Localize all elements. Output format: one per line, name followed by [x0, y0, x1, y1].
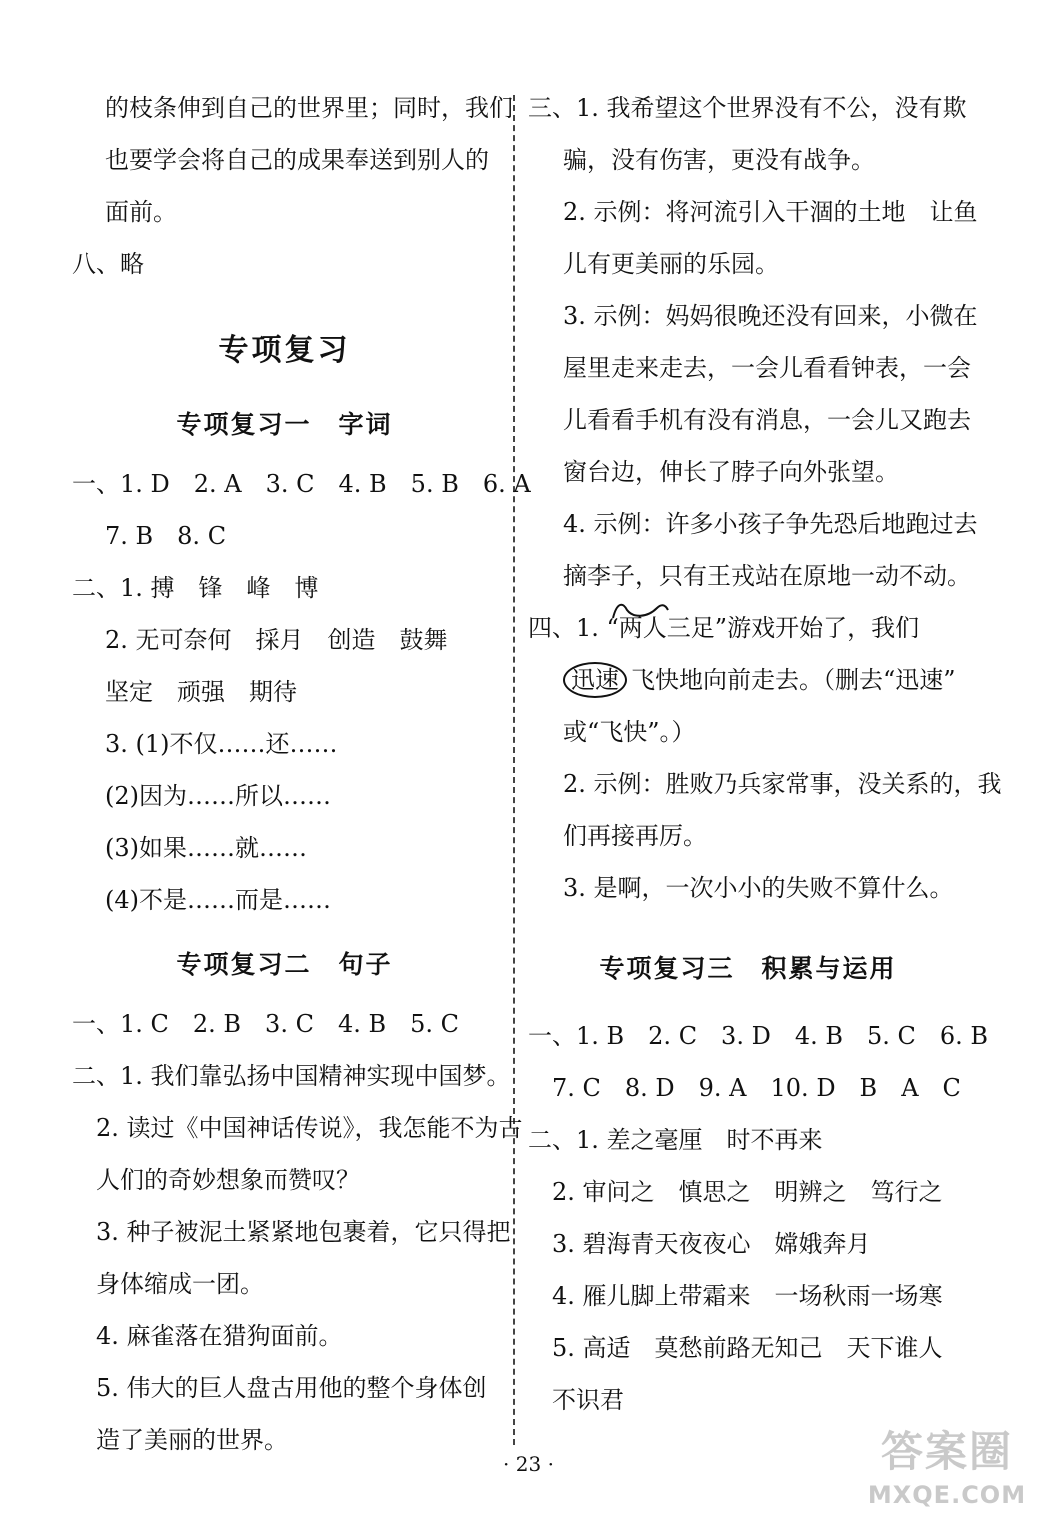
answer-line: 人们的奇妙想象而赞叹？ — [96, 1166, 360, 1194]
answer-line: 儿看看手机有没有消息，一会儿又跑去 — [563, 406, 971, 434]
answer-line: 一、1. B 2. C 3. D 4. B 5. C 6. B — [528, 1022, 989, 1050]
answer-line: 二、1. 搏 锋 峰 博 — [72, 574, 319, 602]
answer-line: 骗，没有伤害，更没有战争。 — [563, 146, 875, 174]
answer-line: 摘李子，只有王戎站在原地一动不动。 — [563, 562, 971, 590]
text-line: 八、略 — [72, 250, 144, 278]
answer-line: 一、1. D 2. A 3. C 4. B 5. B 6. A — [72, 470, 531, 498]
section-title-2: 专项复习二 句子 — [176, 950, 393, 979]
main-title: 专项复习 — [218, 333, 351, 368]
answer-line — [528, 602, 968, 654]
answer-line: 身体缩成一团。 — [96, 1270, 264, 1298]
column-divider — [513, 95, 515, 1445]
section-title-3: 专项复习三 积累与运用 — [599, 954, 897, 983]
answer-line: 2. 示例：胜败乃兵家常事，没关系的，我 — [563, 770, 1002, 798]
circled-word: 迅速 — [563, 662, 627, 698]
text-line: 也要学会将自己的成果奉送到别人的 — [105, 146, 489, 174]
answer-line: 3. (1)不仅……还…… — [105, 730, 338, 758]
answer-line: 5. 伟大的巨人盘古用他的整个身体创 — [96, 1374, 487, 1402]
insertion-mark-icon — [611, 600, 671, 620]
answer-line: 3. 碧海青天夜夜心 嫦娥奔月 — [552, 1230, 871, 1258]
answer-line: 3. 示例：妈妈很晚还没有回来，小微在 — [563, 302, 978, 330]
watermark-text: 答案圈 — [880, 1427, 1013, 1476]
answer-line: 或“飞快”。） — [563, 718, 696, 746]
answer-line: 一、1. C 2. B 3. C 4. B 5. C — [72, 1010, 459, 1038]
answer-line: 4. 示例：许多小孩子争先恐后地跑过去 — [563, 510, 978, 538]
answer-line: 2. 审问之 慎思之 明辨之 笃行之 — [552, 1178, 943, 1206]
answer-line: 不识君 — [552, 1386, 624, 1414]
text-line: 面前。 — [105, 198, 177, 226]
answer-line: 造了美丽的世界。 — [96, 1426, 288, 1454]
answer-line: (3)如果……就…… — [105, 834, 307, 862]
answer-line: 7. B 8. C — [105, 522, 227, 550]
answer-line: 二、1. 我们靠弘扬中国精神实现中国梦。 — [72, 1062, 511, 1090]
answer-line: 3. 种子被泥土紧紧地包裹着，它只得把 — [96, 1218, 511, 1246]
answer-line: 4. 麻雀落在猎狗面前。 — [96, 1322, 343, 1350]
watermark-logo — [852, 1426, 1042, 1521]
answer-line: (4)不是……而是…… — [105, 886, 331, 914]
answer-line: 2. 示例：将河流引入干涸的土地 让鱼 — [563, 198, 978, 226]
answer-line: 们再接再厉。 — [563, 822, 707, 850]
answer-text: 飞快地向前走去。（删去“迅速” — [631, 666, 956, 694]
answer-line: (2)因为……所以…… — [105, 782, 331, 810]
answer-line: 二、1. 差之毫厘 时不再来 — [528, 1126, 823, 1154]
answer-line: 屋里走来走去，一会儿看看钟表，一会 — [563, 354, 971, 382]
text-line: 的枝条伸到自己的世界里；同时，我们 — [105, 94, 513, 122]
answer-text: 四、1. “两人三足”游戏开始了，我们 — [528, 614, 920, 642]
answer-line: 3. 是啊，一次小小的失败不算什么。 — [563, 874, 954, 902]
answer-line: 7. C 8. D 9. A 10. D B A C — [552, 1074, 961, 1102]
page-number: · 23 · — [503, 1452, 554, 1476]
answer-line: 坚定 顽强 期待 — [105, 678, 297, 706]
answer-line: 三、1. 我希望这个世界没有不公，没有欺 — [528, 94, 967, 122]
right-column — [528, 82, 1002, 1426]
answer-line: 2. 无可奈何 採月 创造 鼓舞 — [105, 626, 448, 654]
answer-line: 窗台边，伸长了脖子向外张望。 — [563, 458, 899, 486]
answer-line — [528, 654, 968, 706]
answer-line: 2. 读过《中国神话传说》，我怎能不为古 — [96, 1114, 523, 1142]
watermark-url: MXQE.COM — [867, 1481, 1027, 1509]
left-column — [72, 82, 531, 1466]
section-title-1: 专项复习一 字词 — [176, 410, 393, 439]
answer-line: 儿有更美丽的乐园。 — [563, 250, 779, 278]
answer-line: 4. 雁儿脚上带霜来 一场秋雨一场寒 — [552, 1282, 943, 1310]
answer-line: 5. 高适 莫愁前路无知己 天下谁人 — [552, 1334, 943, 1362]
